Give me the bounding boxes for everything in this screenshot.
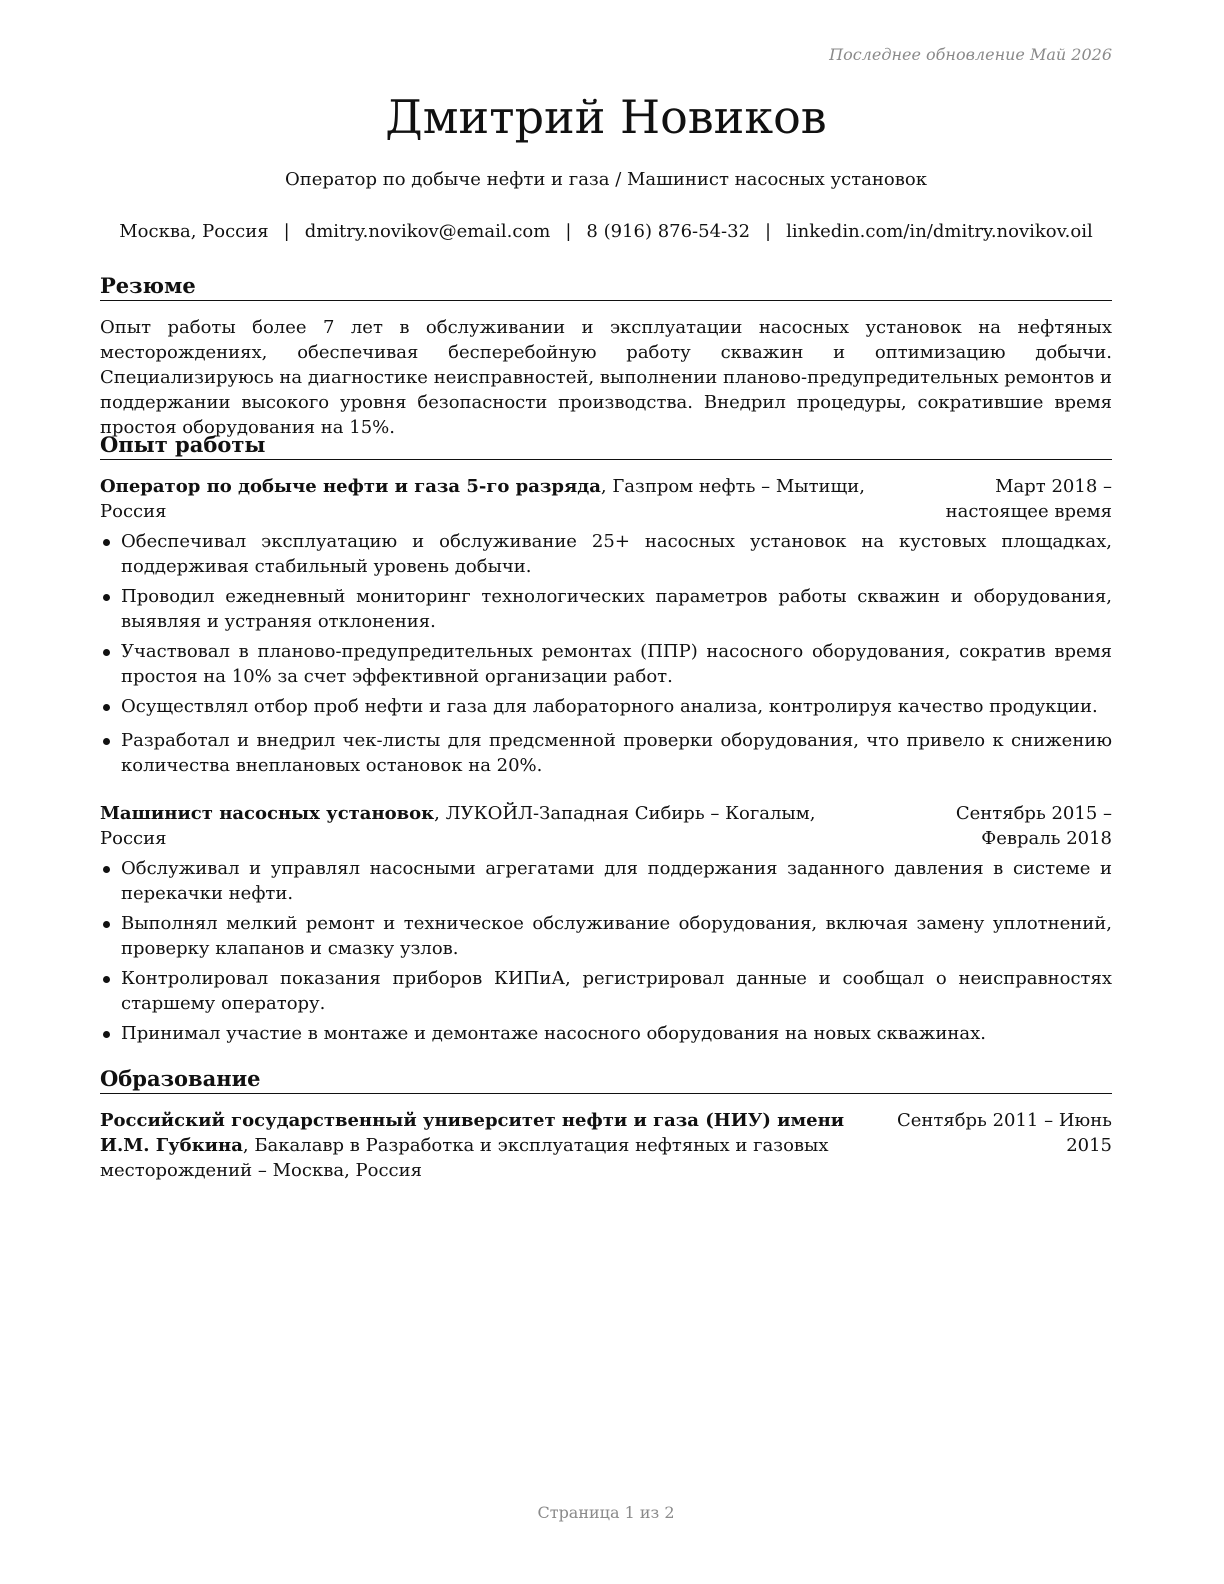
- contact-separator: |: [283, 221, 290, 242]
- bullet-icon: [103, 649, 110, 656]
- job-position: Машинист насосных установок: [100, 803, 435, 824]
- list-item: Выполнял мелкий ремонт и техническое обслуживание оборудования, включая замену уплотнений, проверку клапанов и смазку узлов.: [100, 911, 1112, 961]
- section-title-summary: Резюме: [100, 272, 1112, 301]
- list-item: Контролировал показания приборов КИПиА, регистрировал данные и сообщал о неисправностях старшему оператору.: [100, 966, 1112, 1016]
- contact-phone[interactable]: 8 (916) 876-54-32: [586, 221, 751, 242]
- list-item: Обеспечивал эксплуатацию и обслуживание 25+ насосных установок на кустовых площадках, поддерживая стабильный уровень добычи.: [100, 529, 1112, 579]
- bullet-icon: [103, 976, 110, 983]
- contact-location: Москва, Россия: [119, 221, 269, 242]
- job-2-bullets: [100, 856, 1112, 1051]
- list-item: Обслуживал и управлял насосными агрегатами для поддержания заданного давления в системе и перекачки нефти.: [100, 856, 1112, 906]
- job-dates: Сентябрь 2015 – Февраль 2018: [955, 803, 1112, 849]
- job-1-bullets: [100, 529, 1112, 783]
- last-updated: Последнее обновление Май 2026: [829, 45, 1112, 64]
- bullet-icon: [103, 539, 110, 546]
- education-dates: Сентябрь 2011 – Июнь 2015: [896, 1110, 1112, 1156]
- bullet-icon: [103, 704, 110, 711]
- list-item: Разработал и внедрил чек-листы для предсменной проверки оборудования, что привело к снижению количества внеплановых остановок на 20%.: [100, 728, 1112, 778]
- job-dates: Март 2018 – настоящее время: [945, 476, 1112, 522]
- contact-linkedin[interactable]: linkedin.com/in/dmitry.novikov.oil: [786, 221, 1093, 242]
- job-entry-1: [100, 474, 1112, 524]
- education-institution: Российский государственный университет нефти и газа (НИУ) имени И.М. Губкина: [100, 1110, 845, 1156]
- bullet-icon: [103, 594, 110, 601]
- education-entry: [100, 1108, 1112, 1183]
- list-item: Проводил ежедневный мониторинг технологических параметров работы скважин и оборудования, выявляя и устраняя отклонения.: [100, 584, 1112, 634]
- section-title-experience: Опыт работы: [100, 431, 1112, 460]
- job-company: , Газпром нефть – Мытищи, Россия: [100, 476, 865, 522]
- contact-line: [100, 219, 1112, 245]
- list-item: Участвовал в планово-предупредительных ремонтах (ППР) насосного оборудования, сократив время простоя на 10% за счет эффективной организации работ.: [100, 639, 1112, 689]
- contact-separator: |: [565, 221, 572, 242]
- contact-email[interactable]: dmitry.novikov@email.com: [304, 221, 551, 242]
- list-item: Осуществлял отбор проб нефти и газа для лабораторного анализа, контролируя качество продукции.: [100, 694, 1112, 719]
- bullet-icon: [103, 921, 110, 928]
- list-item: Принимал участие в монтаже и демонтаже насосного оборудования на новых скважинах.: [100, 1021, 1112, 1046]
- job-entry-2: [100, 801, 1112, 851]
- section-title-education: Образование: [100, 1065, 1112, 1094]
- bullet-icon: [103, 738, 110, 745]
- contact-separator: |: [765, 221, 772, 242]
- candidate-name: Дмитрий Новиков: [385, 90, 827, 144]
- bullet-icon: [103, 866, 110, 873]
- summary-text: Опыт работы более 7 лет в обслуживании и эксплуатации насосных установок на нефтяных месторождениях, обеспечивая бесперебойную работу скважин и оптимизацию добычи. Специализируюсь на диагностике неисправностей, выполнении планово-предупредительных ремонтов и поддержании высокого уровня безопасности производства. Внедрил процедуры, сократившие время простоя оборудования на 15%.: [100, 317, 1112, 438]
- page-number: Страница 1 из 2: [537, 1503, 675, 1522]
- bullet-icon: [103, 1031, 110, 1038]
- job-company: , ЛУКОЙЛ-Западная Сибирь – Когалым, Россия: [100, 803, 816, 849]
- education-details: , Бакалавр в Разработка и эксплуатация нефтяных и газовых месторождений – Москва, Россия: [100, 1135, 829, 1181]
- job-position: Оператор по добыче нефти и газа 5-го разряда: [100, 476, 601, 497]
- resume-page: [100, 0, 1112, 1584]
- candidate-title: Оператор по добыче нефти и газа / Машинист насосных установок: [285, 169, 927, 190]
